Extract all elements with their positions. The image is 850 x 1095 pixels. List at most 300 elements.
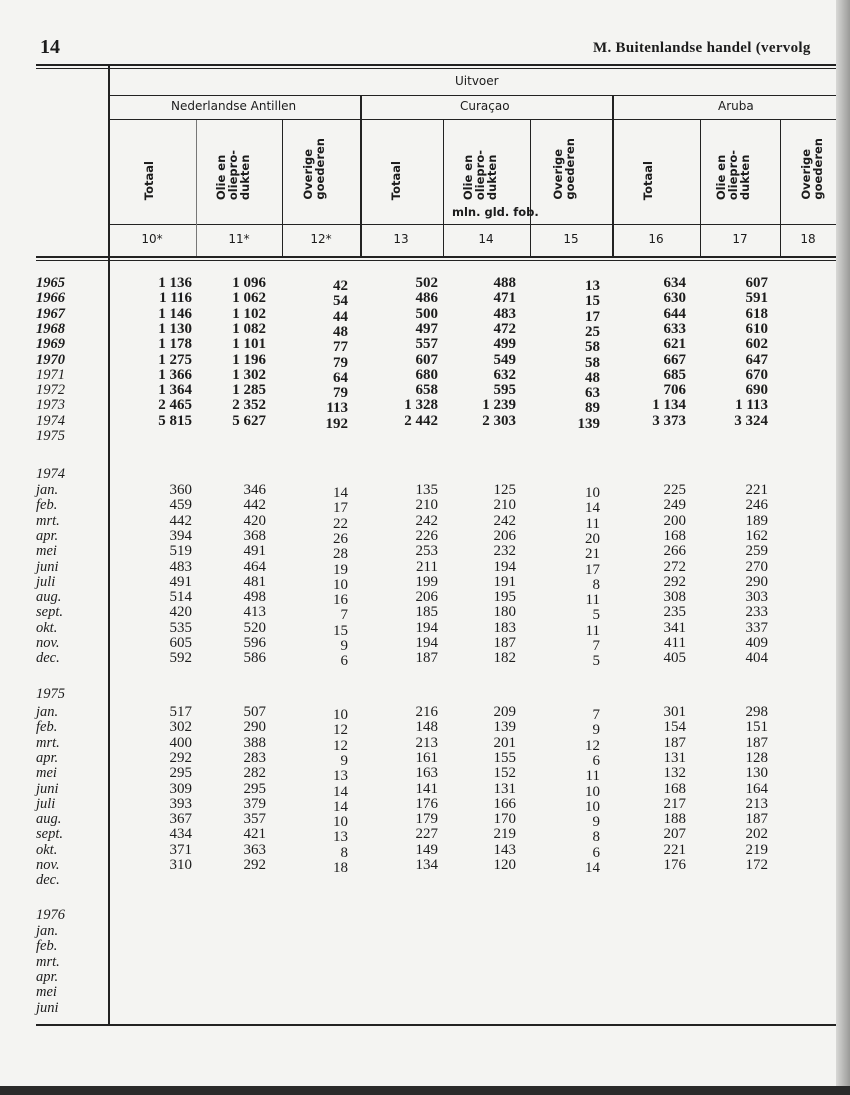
row-label: mei: [36, 543, 57, 560]
table-cell: 363: [243, 841, 266, 858]
table-cell: 141: [415, 780, 438, 797]
table-cell: 28: [333, 546, 348, 563]
table-cell: 194: [415, 635, 438, 651]
table-cell: 210: [415, 497, 438, 514]
col-divider: [612, 96, 614, 256]
table-cell: 139: [493, 719, 516, 736]
table-cell: 270: [745, 558, 768, 575]
table-cell: 592: [169, 650, 192, 667]
table-cell: 14: [585, 500, 600, 517]
table-cell: 464: [243, 558, 266, 575]
table-cell: 192: [325, 415, 348, 432]
table-cell: 235: [663, 604, 686, 621]
table-cell: 187: [493, 635, 516, 651]
table-cell: 481: [243, 573, 266, 590]
row-label: aug.: [36, 811, 62, 828]
table-cell: 442: [169, 512, 192, 529]
table-cell: 292: [169, 749, 192, 766]
table-cell: 618: [745, 305, 768, 322]
table-cell: 647: [745, 351, 768, 368]
table-cell: 404: [745, 650, 768, 667]
table-cell: 5: [592, 607, 600, 624]
table-cell: 2 303: [482, 412, 516, 429]
table-cell: 610: [745, 320, 768, 337]
table-cell: 125: [493, 482, 516, 498]
row-label: 1972: [36, 382, 65, 399]
col-divider: [282, 120, 283, 256]
row-label: nov.: [36, 635, 60, 651]
table-cell: 185: [415, 604, 438, 621]
table-cell: 253: [415, 543, 438, 560]
table-cell: 2 465: [158, 397, 192, 414]
table-cell: 413: [243, 604, 266, 621]
table-cell: 10: [333, 814, 348, 831]
table-cell: 249: [663, 497, 686, 514]
table-cell: 14: [333, 783, 348, 800]
table-cell: 201: [493, 734, 516, 751]
table-cell: 9: [592, 722, 600, 739]
table-cell: 206: [415, 589, 438, 606]
table-cell: 1 116: [159, 290, 192, 307]
table-cell: 194: [415, 619, 438, 636]
table-cell: 1 136: [158, 275, 192, 291]
table-cell: 128: [745, 749, 768, 766]
table-cell: 393: [169, 795, 192, 812]
table-cell: 17: [585, 561, 600, 578]
table-cell: 113: [326, 400, 348, 417]
row-label: apr.: [36, 527, 59, 544]
table-cell: 6: [592, 844, 600, 861]
table-cell: 557: [415, 336, 438, 353]
table-cell: 210: [493, 497, 516, 514]
table-cell: 131: [663, 749, 686, 766]
table-cell: 187: [663, 734, 686, 751]
table-cell: 310: [169, 857, 192, 873]
table-cell: 225: [663, 482, 686, 498]
table-cell: 170: [493, 811, 516, 828]
row-label: aug.: [36, 589, 62, 606]
table-cell: 10: [585, 798, 600, 815]
table-cell: 420: [169, 604, 192, 621]
row-label: juni: [36, 780, 59, 797]
table-cell: 143: [493, 841, 516, 858]
table-cell: 1 178: [158, 336, 192, 353]
table-cell: 132: [663, 765, 686, 782]
row-label: mrt.: [36, 734, 60, 751]
table-cell: 680: [415, 366, 438, 383]
table-cell: 394: [169, 527, 192, 544]
table-cell: 488: [493, 275, 516, 291]
table-cell: 690: [745, 382, 768, 399]
table-cell: 1 113: [735, 397, 768, 414]
table-cell: 405: [663, 650, 686, 667]
table-cell: 502: [415, 275, 438, 291]
table-cell: 89: [585, 400, 600, 417]
table-cell: 15: [585, 293, 600, 310]
table-cell: 63: [585, 385, 600, 402]
table-cell: 12: [333, 722, 348, 739]
table-cell: 194: [493, 558, 516, 575]
table-cell: 644: [663, 305, 686, 322]
table-cell: 10: [333, 576, 348, 593]
table-cell: 591: [745, 290, 768, 307]
row-label: apr.: [36, 968, 59, 985]
table-cell: 13: [333, 829, 348, 846]
table-cell: 298: [745, 704, 768, 720]
table-cell: 187: [745, 811, 768, 828]
table-cell: 357: [243, 811, 266, 828]
table-cell: 134: [415, 857, 438, 873]
table-cell: 16: [333, 592, 348, 609]
table-cell: 226: [415, 527, 438, 544]
table-cell: 58: [585, 339, 600, 356]
table-cell: 242: [493, 512, 516, 529]
table-cell: 7: [340, 607, 348, 624]
col-divider: [196, 120, 197, 256]
table-cell: 607: [745, 275, 768, 291]
row-label: jan.: [36, 704, 59, 720]
column-number: 15: [563, 232, 579, 246]
table-cell: 292: [243, 857, 266, 873]
column-header: Totaal: [389, 160, 403, 200]
row-label: dec.: [36, 872, 60, 889]
row-label: sept.: [36, 826, 63, 843]
row-label: 1971: [36, 366, 65, 383]
table-cell: 13: [333, 768, 348, 785]
table-cell: 12: [585, 737, 600, 754]
column-number: 12*: [310, 232, 332, 246]
table-cell: 168: [663, 780, 686, 797]
table-cell: 168: [663, 527, 686, 544]
table-cell: 13: [585, 278, 600, 294]
table-cell: 309: [169, 780, 192, 797]
table-cell: 491: [169, 573, 192, 590]
table-cell: 154: [663, 719, 686, 736]
table-cell: 379: [243, 795, 266, 812]
column-header: Totaal: [641, 160, 655, 200]
table-cell: 1 101: [232, 336, 266, 353]
col-divider: [700, 120, 701, 256]
table-cell: 491: [243, 543, 266, 560]
row-label: 1973: [36, 397, 65, 414]
table-cell: 120: [493, 857, 516, 873]
group-heading-uitvoer: Uitvoer: [455, 74, 499, 88]
table-cell: 151: [745, 719, 768, 736]
table-cell: 9: [340, 638, 348, 654]
table-cell: 58: [585, 354, 600, 371]
table-cell: 182: [493, 650, 516, 667]
table-cell: 7: [592, 707, 600, 723]
table-cell: 10: [585, 485, 600, 501]
table-cell: 130: [745, 765, 768, 782]
row-label: jan.: [36, 923, 59, 939]
section-year-heading: 1976: [36, 907, 65, 923]
table-cell: 421: [243, 826, 266, 843]
table-cell: 266: [663, 543, 686, 560]
table-cell: 5 815: [158, 412, 192, 429]
row-label: feb.: [36, 938, 58, 955]
table-cell: 209: [493, 704, 516, 720]
table-cell: 472: [493, 320, 516, 337]
column-header: Overige goederen: [799, 138, 825, 200]
table-cell: 634: [663, 275, 686, 291]
table-cell: 139: [577, 415, 600, 432]
table-cell: 337: [745, 619, 768, 636]
header-bottom-rule: [36, 256, 836, 258]
table-cell: 152: [493, 765, 516, 782]
table-cell: 1 082: [232, 320, 266, 337]
table-cell: 497: [415, 320, 438, 337]
table-cell: 25: [585, 323, 600, 340]
table-cell: 6: [592, 752, 600, 769]
table-cell: 442: [243, 497, 266, 514]
table-cell: 621: [663, 336, 686, 353]
table-cell: 302: [169, 719, 192, 736]
table-cell: 301: [663, 704, 686, 720]
table-cell: 368: [243, 527, 266, 544]
row-label: mei: [36, 765, 57, 782]
column-number: 11*: [228, 232, 250, 246]
table-cell: 1 364: [158, 382, 192, 399]
table-cell: 18: [333, 860, 348, 876]
section-year-heading: 1974: [36, 466, 65, 482]
row-label: okt.: [36, 841, 58, 858]
table-cell: 54: [333, 293, 348, 310]
table-cell: 221: [663, 841, 686, 858]
table-cell: 42: [333, 278, 348, 294]
table-cell: 11: [585, 592, 600, 609]
table-cell: 499: [493, 336, 516, 353]
table-cell: 200: [663, 512, 686, 529]
table-cell: 9: [340, 752, 348, 769]
table-cell: 22: [333, 515, 348, 532]
table-cell: 179: [415, 811, 438, 828]
table-cell: 434: [169, 826, 192, 843]
row-label: okt.: [36, 619, 58, 636]
table-cell: 1 302: [232, 366, 266, 383]
table-cell: 3 324: [734, 412, 768, 429]
table-cell: 219: [493, 826, 516, 843]
section-year-heading: 1975: [36, 686, 65, 702]
table-cell: 2 352: [232, 397, 266, 414]
row-label: 1966: [36, 290, 65, 307]
row-label: 1969: [36, 336, 65, 353]
table-cell: 596: [243, 635, 266, 651]
table-cell: 507: [243, 704, 266, 720]
header-bottom-rule-thin: [36, 260, 836, 261]
table-cell: 388: [243, 734, 266, 751]
table-cell: 1 328: [404, 397, 438, 414]
table-cell: 232: [493, 543, 516, 560]
page-number: 14: [40, 36, 60, 58]
table-cell: 8: [592, 829, 600, 846]
row-label: dec.: [36, 650, 60, 667]
table-cell: 630: [663, 290, 686, 307]
group-rule: [108, 95, 836, 96]
row-label: 1968: [36, 320, 65, 337]
subgroup-rule: [108, 119, 836, 120]
table-cell: 1 285: [232, 382, 266, 399]
table-cell: 44: [333, 308, 348, 325]
table-cell: 1 134: [652, 397, 686, 414]
table-cell: 292: [663, 573, 686, 590]
table-cell: 180: [493, 604, 516, 621]
table-cell: 227: [415, 826, 438, 843]
table-cell: 221: [745, 482, 768, 498]
table-cell: 586: [243, 650, 266, 667]
subgroup-curacao: Curaçao: [460, 99, 510, 113]
table-cell: 535: [169, 619, 192, 636]
table-cell: 486: [415, 290, 438, 307]
table-cell: 633: [663, 320, 686, 337]
table-cell: 211: [416, 558, 438, 575]
table-cell: 459: [169, 497, 192, 514]
col-divider: [530, 120, 531, 256]
table-cell: 15: [333, 622, 348, 639]
table-cell: 77: [333, 339, 348, 356]
table-cell: 367: [169, 811, 192, 828]
row-label: 1967: [36, 305, 65, 322]
table-cell: 295: [169, 765, 192, 782]
table-cell: 213: [745, 795, 768, 812]
column-header: Totaal: [142, 160, 156, 200]
table-cell: 14: [333, 485, 348, 501]
table-cell: 602: [745, 336, 768, 353]
row-label: feb.: [36, 497, 58, 514]
table-cell: 172: [745, 857, 768, 873]
table-cell: 199: [415, 573, 438, 590]
table-cell: 233: [745, 604, 768, 621]
table-cell: 183: [493, 619, 516, 636]
page-title: M. Buitenlandse handel (vervolg: [593, 40, 811, 56]
table-cell: 163: [415, 765, 438, 782]
table-cell: 670: [745, 366, 768, 383]
table-cell: 272: [663, 558, 686, 575]
table-cell: 595: [493, 382, 516, 399]
col-divider: [360, 96, 362, 256]
table-cell: 400: [169, 734, 192, 751]
table-cell: 483: [169, 558, 192, 575]
table-cell: 26: [333, 530, 348, 547]
column-number: 18: [800, 232, 816, 246]
table-cell: 706: [663, 382, 686, 399]
table-cell: 1 130: [158, 320, 192, 337]
table-cell: 14: [585, 860, 600, 876]
table-cell: 20: [585, 530, 600, 547]
row-label: mei: [36, 984, 57, 1001]
row-label: 1965: [36, 275, 65, 291]
table-cell: 5 627: [232, 412, 266, 429]
table-cell: 7: [592, 638, 600, 654]
table-cell: 11: [585, 622, 600, 639]
subgroup-aruba: Aruba: [718, 99, 754, 113]
column-header: Olie en oliepro- dukten: [461, 149, 499, 200]
stub-divider: [108, 66, 110, 1024]
table-cell: 519: [169, 543, 192, 560]
column-header: Olie en oliepro- dukten: [714, 149, 752, 200]
table-cell: 1 239: [482, 397, 516, 414]
table-cell: 549: [493, 351, 516, 368]
row-label: sept.: [36, 604, 63, 621]
table-cell: 19: [333, 561, 348, 578]
table-cell: 685: [663, 366, 686, 383]
table-cell: 1 102: [232, 305, 266, 322]
table-cell: 189: [745, 512, 768, 529]
table-cell: 213: [415, 734, 438, 751]
row-label: apr.: [36, 749, 59, 766]
row-label: nov.: [36, 857, 60, 873]
table-cell: 667: [663, 351, 686, 368]
table-cell: 176: [663, 857, 686, 873]
column-number: 16: [648, 232, 664, 246]
col-divider: [443, 120, 444, 256]
row-label: 1974: [36, 412, 65, 429]
top-rule: [36, 64, 836, 66]
table-cell: 149: [415, 841, 438, 858]
table-cell: 658: [415, 382, 438, 399]
table-cell: 131: [493, 780, 516, 797]
top-rule-thin: [36, 68, 836, 69]
table-cell: 346: [243, 482, 266, 498]
table-cell: 411: [664, 635, 686, 651]
table-cell: 11: [585, 515, 600, 532]
table-cell: 282: [243, 765, 266, 782]
table-cell: 202: [745, 826, 768, 843]
page-edge: [836, 0, 850, 1095]
table-cell: 162: [745, 527, 768, 544]
column-header: Overige goederen: [551, 138, 577, 200]
table-cell: 164: [745, 780, 768, 797]
table-cell: 246: [745, 497, 768, 514]
table-cell: 216: [415, 704, 438, 720]
table-cell: 10: [333, 707, 348, 723]
table-cell: 500: [415, 305, 438, 322]
table-cell: 8: [592, 576, 600, 593]
table-cell: 48: [333, 323, 348, 340]
table-cell: 17: [333, 500, 348, 517]
table-cell: 6: [340, 653, 348, 670]
row-label: juli: [36, 795, 56, 812]
row-label: juli: [36, 573, 56, 590]
table-cell: 187: [415, 650, 438, 667]
table-cell: 9: [592, 814, 600, 831]
table-cell: 607: [415, 351, 438, 368]
table-cell: 303: [745, 589, 768, 606]
row-label: juni: [36, 558, 59, 575]
row-label: mrt.: [36, 953, 60, 970]
table-cell: 1 146: [158, 305, 192, 322]
table-cell: 219: [745, 841, 768, 858]
table-cell: 483: [493, 305, 516, 322]
table-cell: 605: [169, 635, 192, 651]
table-cell: 341: [663, 619, 686, 636]
table-cell: 409: [745, 635, 768, 651]
table-cell: 17: [585, 308, 600, 325]
unit-rule: [108, 224, 836, 225]
column-number: 14: [478, 232, 494, 246]
table-cell: 632: [493, 366, 516, 383]
table-cell: 217: [663, 795, 686, 812]
table-cell: 195: [493, 589, 516, 606]
table-cell: 135: [415, 482, 438, 498]
table-cell: 191: [493, 573, 516, 590]
table-cell: 290: [243, 719, 266, 736]
column-header: Overige goederen: [301, 138, 327, 200]
row-label: 1970: [36, 351, 65, 368]
table-cell: 155: [493, 749, 516, 766]
table-cell: 166: [493, 795, 516, 812]
table-cell: 48: [585, 369, 600, 386]
